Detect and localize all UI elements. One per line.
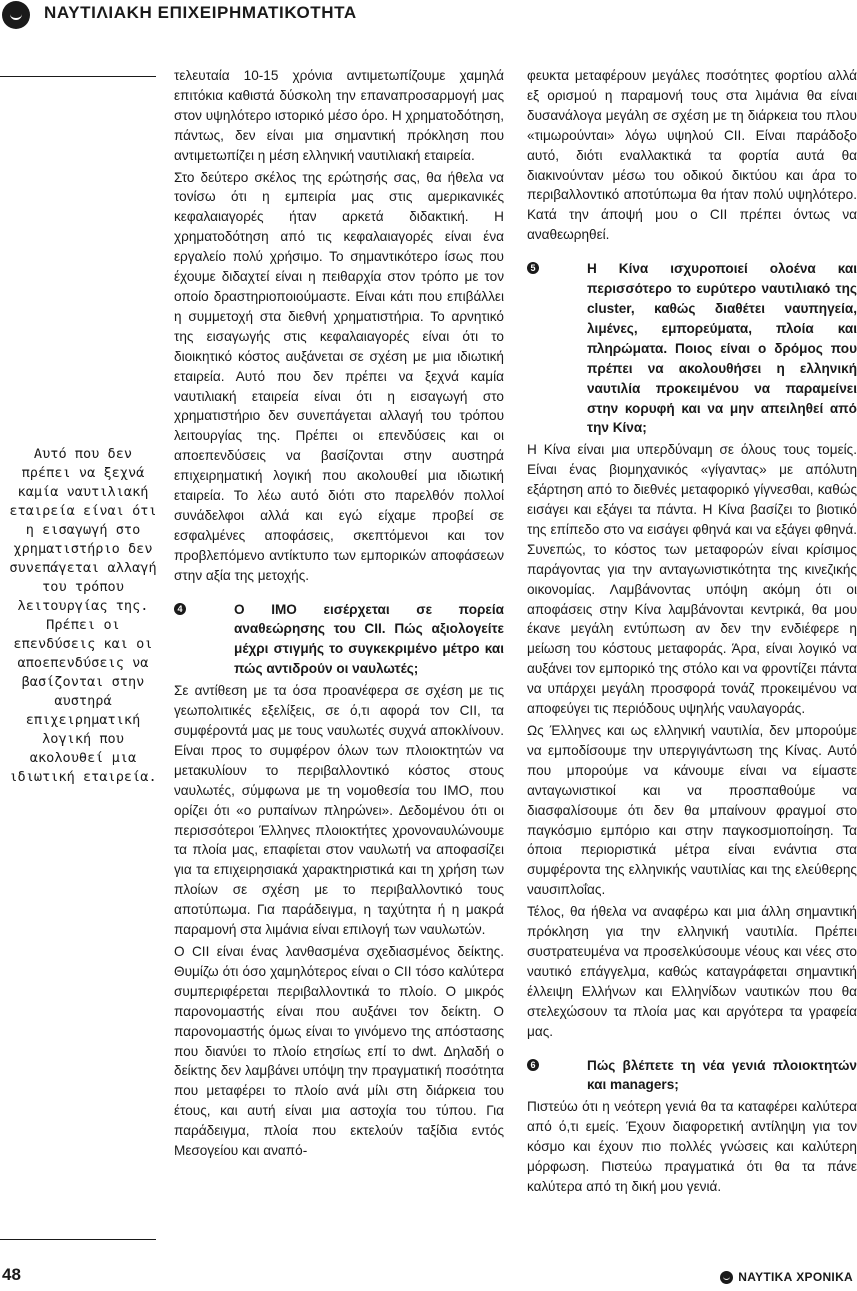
question-text: Πώς βλέπετε τη νέα γενιά πλοιοκτητών και managers;	[587, 1057, 857, 1093]
paragraph: φευκτα μεταφέρουν μεγάλες ποσότητες φορτίου αλλά εξ ορισμού η παραμονή τους στα λιμάνια θα είναι δυσανάλογα μεγάλη σε σχέση με τη διάρκεια του πλου «τιμωρούνται» λόγω υψηλού CII. Είναι παράδοξο αυτό, διότι εναλλακτικά τα φορτία αυτά θα διακινούνταν μέσω του οδικού δικτύου και άρα το περιβαλλοντικό αποτύπωμα θα ήταν πολύ υψηλότερο. Κατά την άποψή μου ο CII πρέπει όντως να αναθεωρηθεί.	[527, 68, 857, 243]
question-number-badge: 6	[527, 1059, 539, 1071]
paragraph: Στο δεύτερο σκέλος της ερώτησής σας, θα ήθελα να τονίσω ότι η εμπειρία μας στις αμερικανικές κεφαλαιαγορές ήταν αρκετά διδακτική. Η χρηματοδότηση από τις κεφαλαιαγορές είναι ένα εργαλείο πολύ χρήσιμο. Το σημαντικότερο ίσως που έχουμε διδαχτεί είναι η πειθαρχία στον τρόπο με τον οποίο δραστηριοποιούμαστε. Είναι κάτι που επιβάλλει η συμμετοχή στα διεθνή χρηματιστήρια. Το αρνητικό της εισαγωγής στις κεφαλαιαγορές είναι ότι το διοικητικό κόστος αυξάνεται σε σχέση με μια ιδιωτική εταιρεία. Αυτό που δεν πρέπει να ξεχνά καμία ναυτιλιακή εταιρεία είναι ότι η εισαγωγή στο χρηματιστήριο δεν συνεπάγεται αλλαγή του τρόπου λειτουργίας της. Πρέπει οι επενδύσεις και οι αποεπενδύσεις να βασίζονται στην αυστηρά επιχειρηματική λογική που ακολουθεί μια ιδιωτική εταιρεία. Το λέω αυτό διότι στο παρελθόν πολλοί συνάδελφοι αλλά και εγώ είχαμε προβεί σε εσφαλμένες αποφάσεις, σκεπτόμενοι και τον προβλεπόμενο αντίκτυπο των εμπορικών αποφάσεων στην αξία της μετοχής.	[174, 169, 504, 583]
paragraph: Η Κίνα είναι μια υπερδύναμη σε όλους τους τομείς. Είναι ένας βιομηχανικός «γίγαντας» με απόλυτη εξάρτηση από το διεθνές μεταφορικό γίγνεσθαι, καθώς εισάγει και εξάγει τα πάντα. Η Κίνα βασίζει το βιοτικό της επίπεδο στο να εισάγει φθηνά και να εξάγει φθηνά. Συνεπώς, το κόστος των μεταφορών είναι κρίσιμος παράγοντας για την ανταγωνιστικότητα της κινεζικής οικονομίας. Λαμβάνοντας υπόψη ακόμη ότι οι αποφάσεις στην Κίνα λαμβάνονται κεντρικά, θα μου έκανε μεγάλη εντύπωση αν δεν την ενδιέφερε η μείωση του κόστους μεταφοράς. Άρα, είναι λογικό να αυξάνει τον εμπορικό της στόλο και να φροντίζει πάντα να υπάρχει μεγάλη προσφορά τονάζ προκειμένου να αποφεύγει τις περιόδους υψηλής ναυλαγοράς.	[527, 442, 857, 717]
question-text: Η Κίνα ισχυροποιεί ολοένα και περισσότερο το ευρύτερο ναυτιλιακό της cluster, καθώς διαθέτει ναυπηγεία, λιμένες, εμπορεύματα, πλοία και πληρώματα. Ποιος είναι ο δρόμος που πρέπει να ακολουθήσει η ελληνική ναυτιλία προκειμένου να παραμείνει στην κορυφή και να μην απειληθεί από την Κίνα;	[587, 261, 857, 436]
paragraph: τελευταία 10-15 χρόνια αντιμετωπίζουμε χαμηλά επιτόκια καθιστά δύσκολη την επαναπροσαρμογή μας στον υψηλότερο ιστορικό μέσο όρο. Η χρηματοδότηση, πάντως, δεν είναι μια σημαντική πρόκληση που αντιμετωπίζει η μέση ελληνική ναυτιλιακή εταιρεία.	[174, 68, 504, 163]
interview-question-5	[527, 259, 857, 438]
pull-quote: Αυτό που δεν πρέπει να ξεχνά καμία ναυτιλιακή εταιρεία είναι ότι η εισαγωγή στο χρηματιστήριο δεν συνεπάγεται αλλαγή του τρόπου λειτουργίας της. Πρέπει οι επενδύσεις και οι αποεπενδύσεις να βασίζονται στην αυστηρά επιχειρηματική λογική που ακολουθεί μια ιδιωτική εταιρεία.	[9, 446, 157, 785]
magazine-logo-icon	[2, 1, 30, 29]
article-column-2	[527, 66, 857, 1199]
question-number-badge: 4	[174, 603, 186, 615]
interview-question-4	[174, 600, 504, 680]
pull-quote-bottom-rule	[0, 1239, 156, 1240]
paragraph: Σε αντίθεση με τα όσα προανέφερα σε σχέση με τις γεωπολιτικές εξελίξεις, σε ό,τι αφορά τον CII, τα συμφέροντά μας με τους ναυλωτές συχνά αποκλίνουν. Είναι προς το συμφέρον όλων των πλοιοκτητών να μετακυλίουν το περιβαλλοντικό κόστος στους ναυλωτές, σύμφωνα με τη νομοθεσία του ΙΜΟ, που ορίζει ότι «ο ρυπαίνων πληρώνει». Δεδομένου ότι οι περισσότεροι Έλληνες πλοιοκτήτες χρονοναυλώνουμε τα πλοία μας, επαφίεται στον ναυλωτή να αποφασίζει για τα επιχειρησιακά χαρακτηριστικά και τη χρήση των πλοίων σε σχέση με το περιβαλλοντικό τους αποτύπωμα. Για παράδειγμα, η ταχύτητα ή η μακρά παραμονή στα λιμάνια είναι επιλογή των ναυλωτών.	[174, 683, 504, 938]
paragraph: Ο CII είναι ένας λανθασμένα σχεδιασμένος δείκτης. Θυμίζω ότι όσο χαμηλότερος είναι ο CII τόσο καλύτερα συμπεριφέρεται περιβαλλοντικά το πλοίο. Ο μικρός παρονομαστής είναι που αυξάνει τον δείκτη. Ο παρονομαστής όμως είναι το γινόμενο της απόστασης που διανύει το πλοίο ετησίως επί το dwt. Δηλαδή ο δείκτης δεν λαμβάνει υπόψη την πραγματική ποσότητα που μεταφέρει το πλοίο ανά μίλι στη διάρκεια του έτους, και αυτή είναι μια αστοχία του τύπου. Για παράδειγμα, πλοία που εκτελούν ταξίδια εντός Μεσογείου και αναπό-	[174, 943, 504, 1159]
paragraph: Τέλος, θα ήθελα να αναφέρω και μια άλλη σημαντική πρόκληση για την ελληνική ναυτιλία. Πρέπει συστρατευμένα να προσελκύσουμε νέους και νέες στο ναυτικό επάγγελμα, καθώς καταγράφεται σημαντική έλλειψη Ελλήνων και Ελληνίδων ναυτικών που θα στελεχώσουν τα πλοία μας και αργότερα τα γραφεία μας.	[527, 904, 857, 1039]
paragraph: Πιστεύω ότι η νεότερη γενιά θα τα καταφέρει καλύτερα από ό,τι εμείς. Έχουν διαφορετική αντίληψη για τον κόσμο και έχουν πιο πολλές γνώσεις και καλύτερη μόρφωση. Πιστεύω πραγματικά ότι θα τα πάνε καλύτερα από τη δική μου γενιά.	[527, 1099, 857, 1194]
question-text: Ο ΙΜΟ εισέρχεται σε πορεία αναθεώρησης του CII. Πώς αξιολογείτε μέχρι στιγμής το συγκεκριμένο μέτρο και πώς αντιδρούν οι ναυλωτές;	[234, 601, 504, 677]
section-title: ΝΑΥΤΙΛΙΑΚΗ ΕΠΙΧΕΙΡΗΜΑΤΙΚΟΤΗΤΑ	[44, 3, 357, 22]
article-column-1	[174, 66, 504, 1163]
footer-brand	[720, 1270, 853, 1284]
brand-logo-icon	[720, 1271, 733, 1284]
brand-name: ΝΑΥΤΙΚΑ ΧΡΟΝΙΚΑ	[738, 1270, 853, 1284]
interview-question-6	[527, 1056, 857, 1096]
question-number-badge: 5	[527, 262, 539, 274]
page-number: 48	[2, 1265, 21, 1284]
pull-quote-top-rule	[0, 76, 156, 77]
paragraph: Ως Έλληνες και ως ελληνική ναυτιλία, δεν μπορούμε να εμποδίσουμε την υπεργιγάντωση της Κίνας. Αυτό που μπορούμε να κάνουμε είναι να είμαστε ανταγωνιστικοί και να προσπαθούμε να διασφαλίσουμε ότι δεν θα μπαίνουν φραγμοί στο παγκόσμιο εμπόριο και στην παγκοσμιοποίηση. Τα όποια περιοριστικά μέτρα είναι ενάντια στα συμφέροντα της ελληνικής ναυτιλίας και της ελεύθερης ναυσιπλοΐας.	[527, 723, 857, 898]
